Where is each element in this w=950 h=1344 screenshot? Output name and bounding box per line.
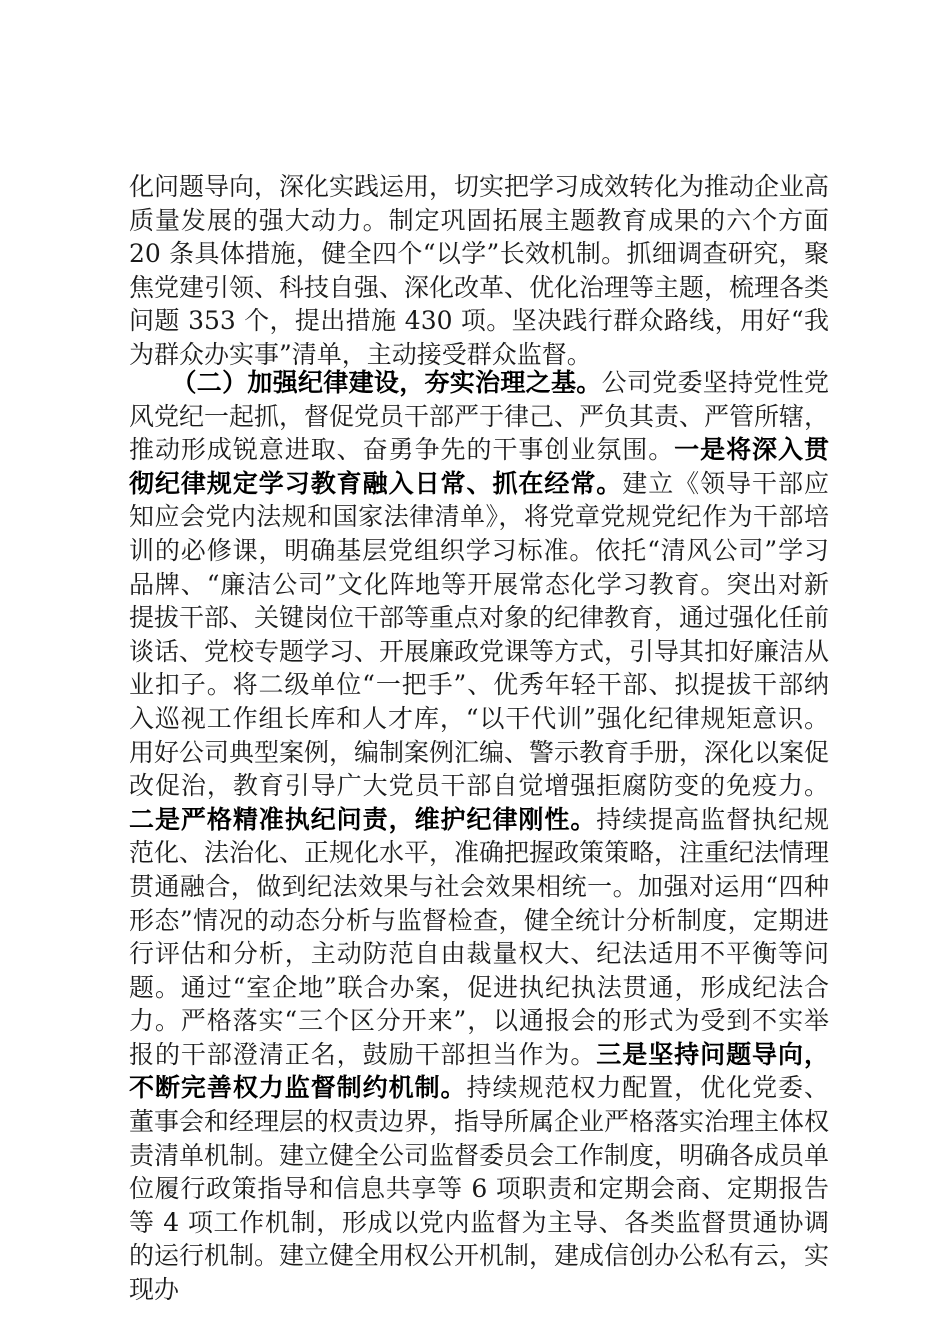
section-heading: （二）加强纪律建设，夯实治理之基。 xyxy=(171,368,602,397)
point-two-heading: 二是严格精准执纪问责，维护纪律刚性。 xyxy=(129,804,597,834)
point-one-heading: 一是将深入贯彻纪律规定学习教育融入日常、抓在经常。 xyxy=(129,435,829,498)
section-intro-text: 公司党委坚持党性党风党纪一起抓，督促党员干部严于律己、严负其责、严管所辖，推动形成锐意进取、奋勇争先的干事创业氛围。 xyxy=(129,368,830,465)
paragraph-1 xyxy=(129,170,829,372)
point-one-text: 建立《领导干部应知应会党内法规和国家法律清单》，将党章党规党纪作为干部培训的必修课，明确基层党组织学习标准。依托“清风公司”学习品牌、“廉洁公司”文化阵地等开展常态化学习教育。突出对新提拔干部、关键岗位干部等重点对象的纪律教育，通过强化任前谈话、党校专题学习、开展廉政党课等方式，引导其扣好廉洁从业扣子。将二级单位“一把手”、优秀年轻干部、拟提拔干部纳入巡视工作组长库和人才库，“以干代训”强化纪律规矩意识。用好公司典型案例，编制案例汇编、警示教育手册，深化以案促改促治，教育引导广大党员干部自觉增强拒腐防变的免疫力。 xyxy=(129,468,830,801)
point-three-text: 持续规范权力配置，优化党委、董事会和经理层的权责边界，指导所属企业严格落实治理主体权责清单机制。建立健全公司监督委员会工作制度，明确各成员单位履行政策指导和信息共享等 6 项职责和定期会商、定期报告等 4 项工作机制，形成以党内监督为主导、各类监督贯通协调的运行机制。建立健全用权公开机制，建成信创办公私有云，实现办 xyxy=(129,1073,830,1305)
point-three-heading: 三是坚持问题导向，不断完善权力监督制约机制。 xyxy=(129,1039,829,1103)
paragraph-1-text: 化问题导向，深化实践运用，切实把学习成效转化为推动企业高质量发展的强大动力。制定巩固拓展主题教育成果的六个方面 20 条具体措施，健全四个“以学”长效机制。抓细调查研究，聚焦党建引领、科技自强、深化改革、优化治理等主题，梳理各类问题 353 个，提出措施 430 项。坚决践行群众路线，用好“我为群众办实事”清单，主动接受群众监督。 xyxy=(129,172,830,369)
point-two-text: 持续提高监督执纪规范化、法治化、正规化水平，准确把握政策策略，注重纪法情理贯通融合，做到纪法效果与社会效果相统一。加强对运用“四种形态”情况的动态分析与监督检查，健全统计分析制度，定期进行评估和分析，主动防范自由裁量权大、纪法适用不平衡等问题。通过“室企地”联合办案，促进执纪执法贯通，形成纪法合力。严格落实“三个区分开来”，以通报会的形式为受到不实举报的干部澄清正名，鼓励干部担当作为。 xyxy=(129,804,830,1069)
paragraph-2 xyxy=(129,366,829,1307)
